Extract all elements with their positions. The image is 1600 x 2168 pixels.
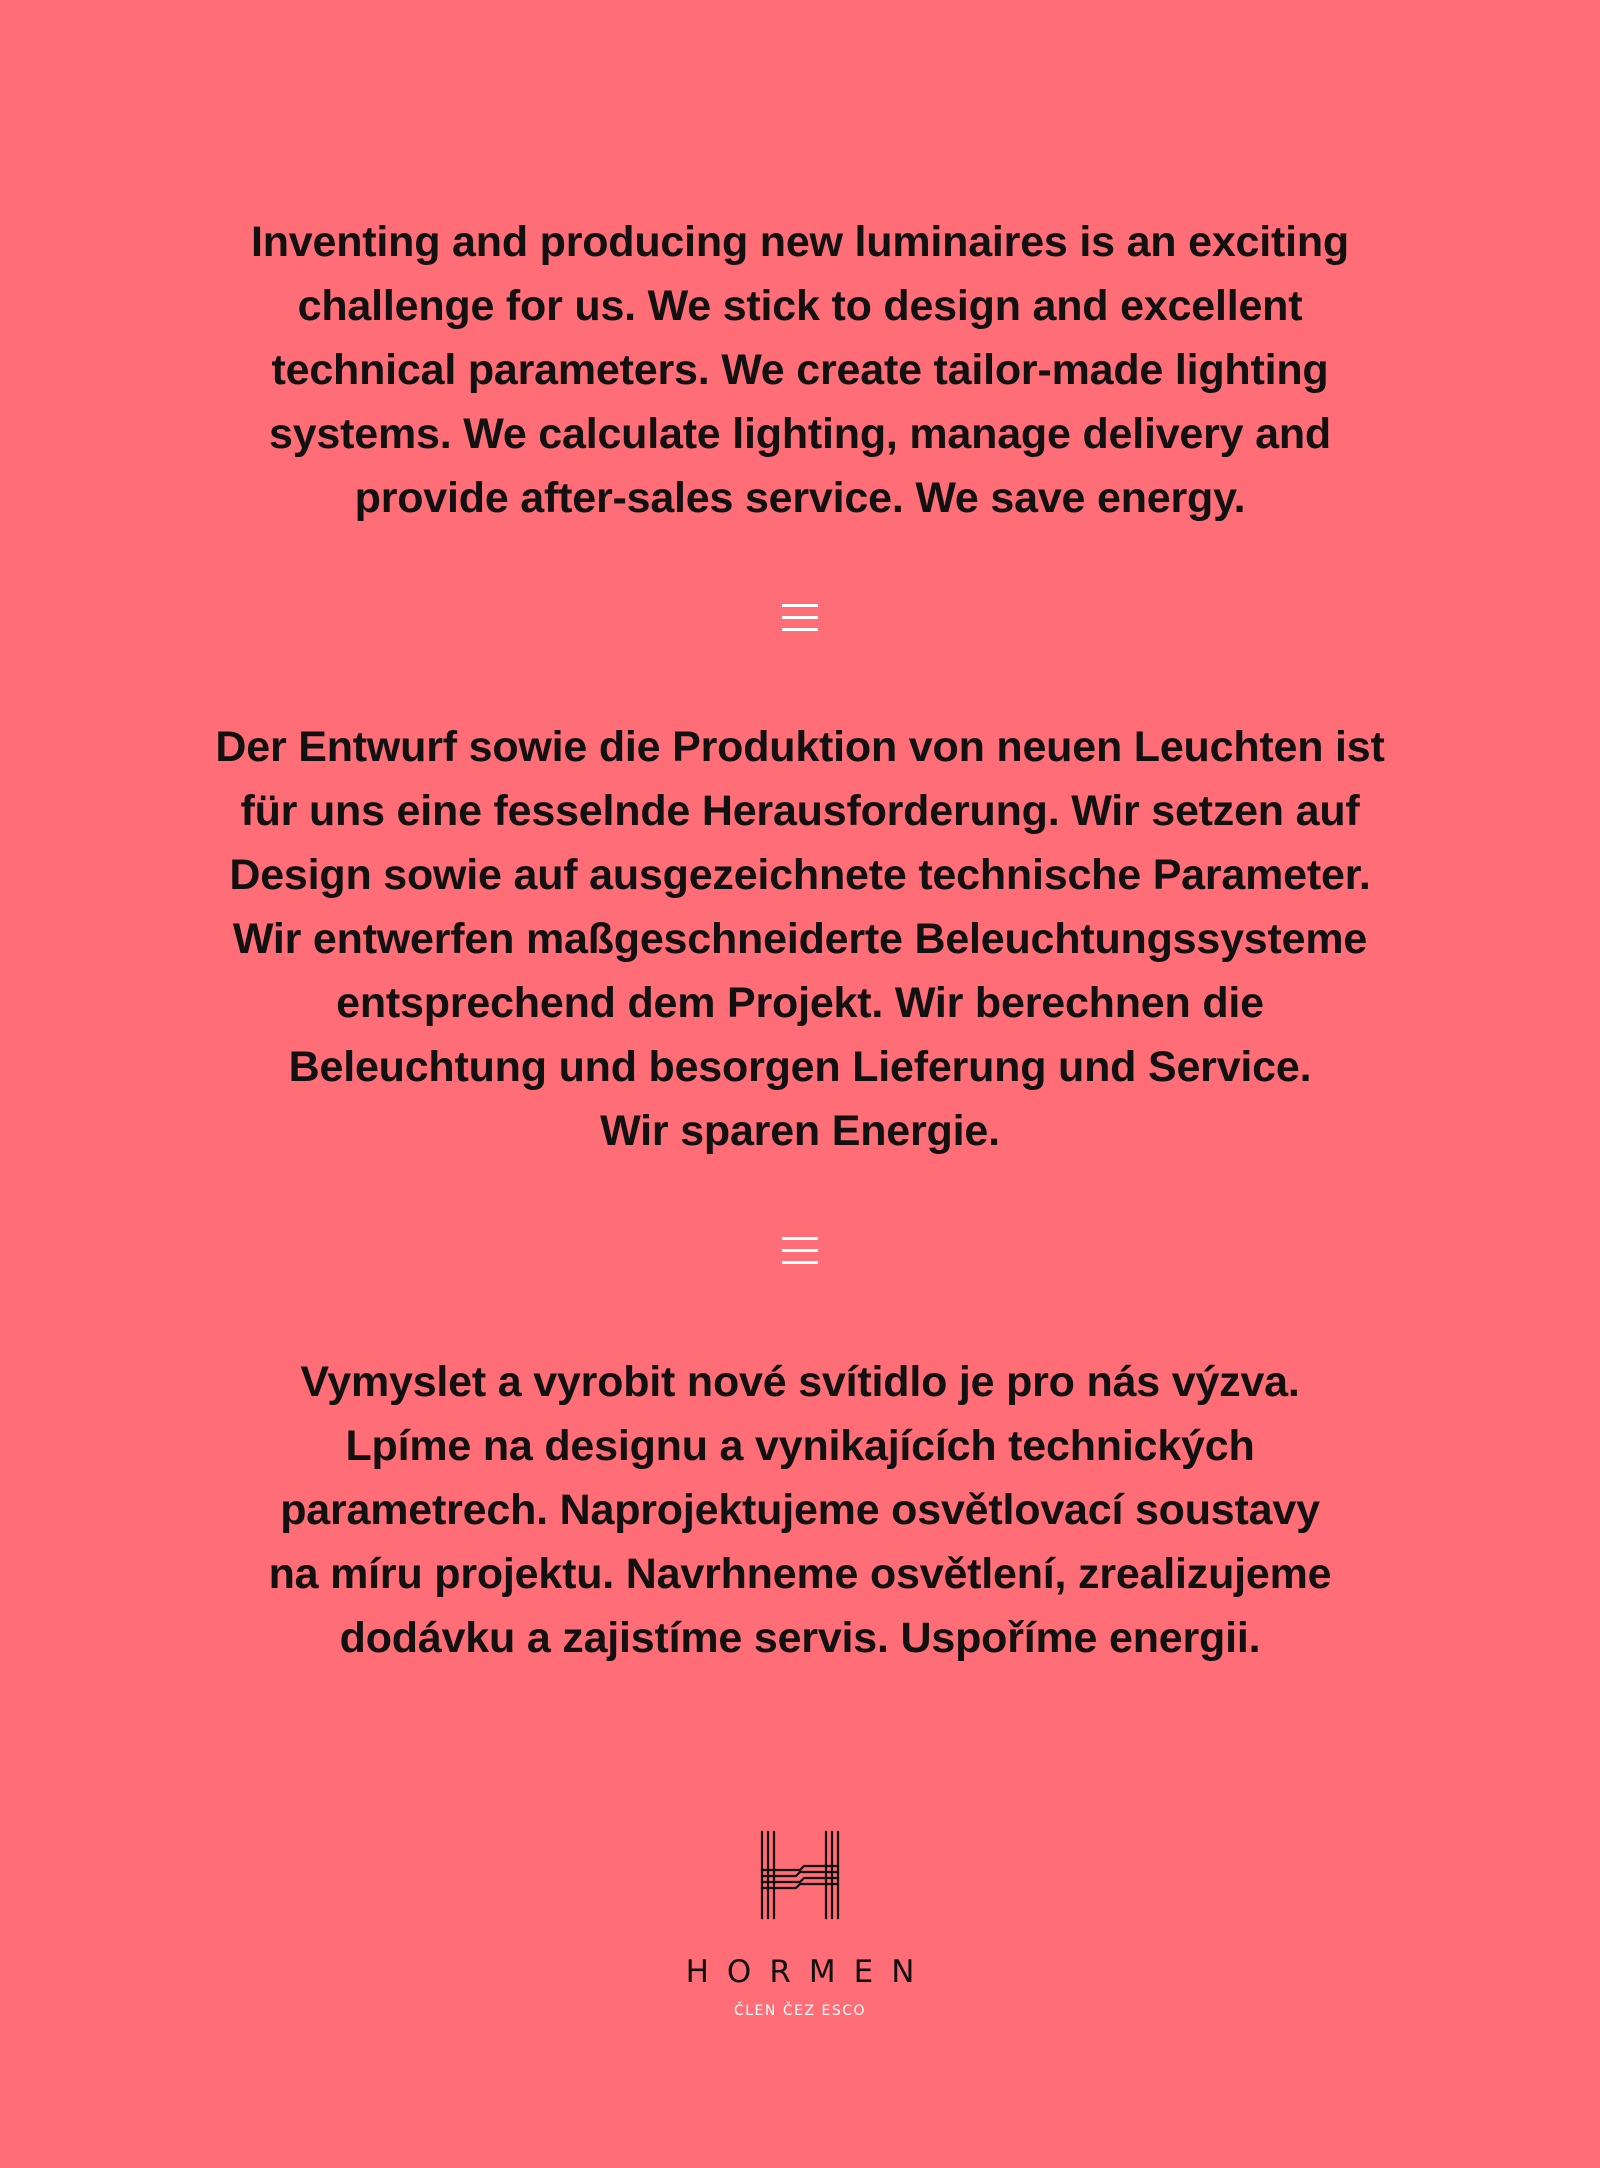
intro-text-german xyxy=(0,715,1600,1163)
text-line: Design sowie auf ausgezeichnete technische Parameter. xyxy=(229,851,1371,899)
hamburger-lines-icon xyxy=(782,604,818,631)
text-line: systems. We calculate lighting, manage delivery and xyxy=(268,410,1331,458)
text-line: Beleuchtung und besorgen Lieferung und Service. xyxy=(288,1043,1312,1091)
text-line: dodávku a zajistíme servis. Uspoříme energii. xyxy=(339,1614,1261,1662)
text-line: Wir sparen Energie. xyxy=(600,1107,1000,1155)
hormen-logo[interactable] xyxy=(0,1830,1600,2020)
text-line: entsprechend dem Projekt. Wir berechnen die xyxy=(336,979,1264,1027)
intro-text-english xyxy=(0,210,1600,530)
text-line: Vymyslet a vyrobit nové svítidlo je pro nás výzva. xyxy=(300,1358,1300,1406)
text-line: provide after-sales service. We save energy. xyxy=(354,474,1246,522)
text-line: na míru projektu. Navrhneme osvětlení, zrealizujeme xyxy=(268,1550,1332,1598)
brand-tagline: ČLEN ČEZ ESCO xyxy=(733,2003,867,2019)
brand-name: HORMEN xyxy=(685,1954,933,1990)
intro-text-czech xyxy=(0,1350,1600,1670)
text-line: für uns eine fesselnde Herausforderung. Wir setzen auf xyxy=(240,787,1360,835)
text-line: Wir entwerfen maßgeschneiderte Beleuchtungssysteme xyxy=(232,915,1368,963)
text-line: technical parameters. We create tailor-made lighting xyxy=(271,346,1329,394)
hormen-h-monogram-icon xyxy=(760,1830,840,1920)
text-line: Inventing and producing new luminaires is an exciting xyxy=(250,218,1349,266)
text-line: parametrech. Naprojektujeme osvětlovací soustavy xyxy=(280,1486,1320,1534)
hamburger-lines-icon xyxy=(782,1237,818,1264)
text-line: Lpíme na designu a vynikajících technických xyxy=(345,1422,1255,1470)
text-line: challenge for us. We stick to design and excellent xyxy=(297,282,1303,330)
text-line: Der Entwurf sowie die Produktion von neuen Leuchten ist xyxy=(215,723,1385,771)
